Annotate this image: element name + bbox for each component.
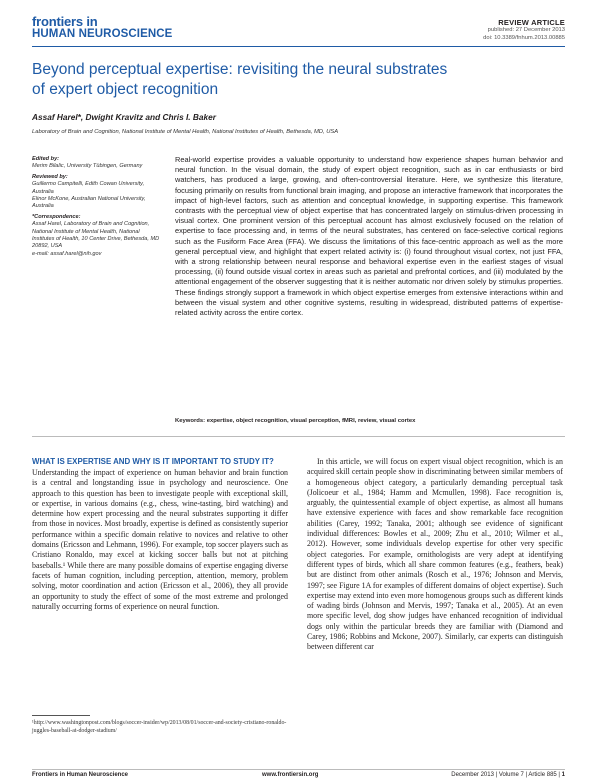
journal-logo-line1: frontiers in bbox=[32, 14, 98, 29]
article-type: REVIEW ARTICLE bbox=[498, 18, 565, 27]
correspondence-address: Assaf Harel, Laboratory of Brain and Cognition, National Institute of Mental Health, National Institutes of Health, 10 Center Drive, Bethesda, MD 20892, USA bbox=[32, 221, 160, 250]
footer-issue bbox=[451, 772, 565, 778]
body-paragraph: Understanding the impact of experience on human behavior and brain function is a central and longstanding issue in psychology and neuroscience. One approach to this question has been to investigate people with exceptional skill, or expertise, in various domains (e.g., chess, wine-tasting, bird watching) and determine how expert processing and the neural substrates supporting it differ from those in novices. Most broadly, expertise is defined as consistently superior performance within a specific domain relative to novices and relative to other domains (Ericsson and Lehmann, 1996). For example, top soccer players such as Cristiano Ronaldo, may excel at kicking soccer balls but not at pitching baseballs.¹ While there are many possible domains of expertise engaging diverse facets of human cognition, including perception, attention, memory, problem solving, motor coordination and action (Ericsson et al., 2006), they all provide an opportunity to study the effect of some of the most extreme and prolonged naturally occurring forms of experience on neural function. bbox=[32, 468, 288, 611]
correspondence-label: *Correspondence: bbox=[32, 213, 81, 220]
footer-website[interactable]: www.frontiersin.org bbox=[262, 772, 319, 778]
authors: Assaf Harel*, Dwight Kravitz and Chris I. Baker bbox=[32, 112, 216, 122]
article-title: Beyond perceptual expertise: revisiting the neural substrates of expert object recognition bbox=[32, 61, 448, 98]
published-date: published: 27 December 2013 bbox=[487, 27, 565, 33]
affiliation: Laboratory of Brain and Cognition, National Institute of Mental Health, National Institutes of Health, Bethesda, MD, USA bbox=[32, 129, 339, 135]
doi[interactable]: doi: 10.3389/fnhum.2013.00885 bbox=[483, 34, 565, 41]
footer-journal: Frontiers in Human Neuroscience bbox=[32, 772, 129, 778]
footer-divider bbox=[32, 769, 565, 770]
journal-logo-line2: HUMAN NEUROSCIENCE bbox=[32, 28, 173, 40]
body-paragraph: In this article, we will focus on expert visual object recognition, which is an acquired skill certain people show in discriminating between similar members of a homogeneous object category, a particularly demanding perceptual task (Jolicoeur et al., 1984; Hamm and Mcmullen, 1998). Face recognition is, arguably, the quintessential example of object expertise, as almost all humans have extensive experience with faces and show remarkable face recognition abilities (Carey, 1992; Tanaka, 2001; although see evidence of significant individual differences: Bowles et al., 2009; Zhu et al., 2010; Wilmer et al., 2012). However, some individuals develop expertise for other very specific object categories. For example, ornithologists are very adept at identifying different types of birds, which all share common features (e.g., feathers, beak) but are distinct from other animals (Rosch et al., 1976; Johnson and Mervis, 1997; see Figure 1A for examples of different domains of object expertise). Such expertise may extend into even more homogenous groups such as different kinds of wading birds (Johnson and Mervis, 1997; Tanaka et al., 2005). At an even more specific level, dog show judges have enhanced recognition of individual dogs only within the particular breeds they are familiar with (Diamond and Carey, 1986; Robbins and Mckone, 2007). Similarly, car experts can distinguish between different car bbox=[307, 457, 563, 652]
body-column-left bbox=[32, 457, 288, 612]
footer-issue-text: December 2013 | Volume 7 | Article 885 | bbox=[451, 772, 560, 778]
page-number: 1 bbox=[561, 772, 565, 778]
article-meta bbox=[483, 18, 565, 42]
footnote[interactable]: ¹http://www.washingtonpost.com/blogs/soccer-insider/wp/2013/08/01/soccer-and-society-cristiano-ronaldo-juggles-baseball-at-dodger-stadium/ bbox=[32, 720, 287, 734]
reviewer-1: Guillermo Campitelli, Edith Cowan University, Australia bbox=[32, 181, 145, 195]
edited-by-label: Edited by: bbox=[32, 156, 60, 162]
section-heading: WHAT IS EXPERTISE AND WHY IS IT IMPORTANT TO STUDY IT? bbox=[32, 457, 274, 466]
header-divider bbox=[32, 46, 565, 47]
edited-by: Merim Bilalic, University Tübingen, Germany bbox=[32, 163, 143, 170]
editorial-sidebar bbox=[32, 156, 160, 261]
keywords: Keywords: expertise, object recognition, visual perception, fMRI, review, visual cortex bbox=[175, 418, 416, 424]
section-divider bbox=[32, 436, 565, 437]
footnote-divider bbox=[32, 715, 90, 716]
body-column-right bbox=[307, 457, 563, 653]
abstract: Real-world expertise provides a valuable opportunity to understand how experience shapes human behavior and neural function. In the visual domain, the study of expert object recognition, such as in car enthusiasts or bird watchers, has produced a large, growing, and often-controversial literature. Here, we synthesize this literature, focusing primarily on results from functional brain imaging, and propose an interactive framework that incorporates the impact of high-level factors, such as attention and conceptual knowledge, in supporting expertise. This framework contrasts with the perceptual view of object expertise that has concentrated largely on stimulus-driven processing in visual cortex. One prominent version of this perceptual account has almost exclusively focused on the relation of expertise to face processing and, in terms of the neural substrates, has centered on face-selective cortical regions such as the Fusiform Face Area (FFA). We discuss the limitations of this face-centric approach as well as the more general perceptual view, and highlight that expert related activity is: (i) found throughout visual cortex, not just FFA, with a strong relationship between neural response and behavioral expertise even in the earliest stages of visual processing, (ii) found outside visual cortex in areas such as parietal and prefrontal cortices, and (iii) modulated by the attentional engagement of the observer suggesting that it is neither automatic nor driven solely by stimulus properties. These findings strongly support a framework in which object expertise emerges from extensive interactions within and between the visual system and other cognitive systems, resulting in widespread, distributed patterns of expertise-related activity across the entire cortex. bbox=[175, 155, 563, 318]
journal-logo bbox=[32, 16, 172, 41]
reviewer-2: Elinor McKone, Australian National University, Australia bbox=[32, 196, 146, 210]
correspondence-email[interactable]: e-mail: assaf.harel@nih.gov bbox=[32, 250, 102, 257]
reviewed-by-label: Reviewed by: bbox=[32, 173, 68, 180]
